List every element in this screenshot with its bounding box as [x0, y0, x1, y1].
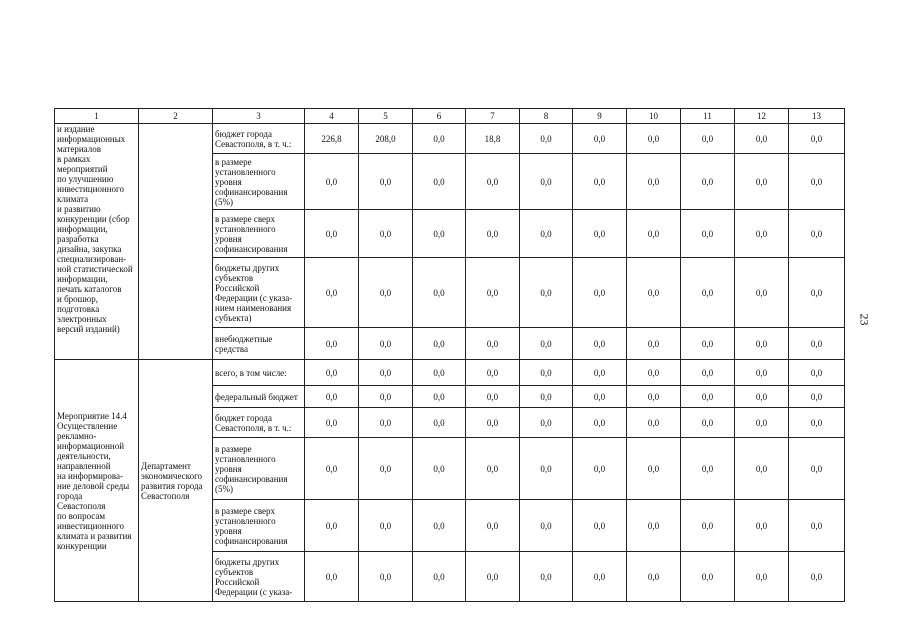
value-cell: 0,0: [573, 408, 627, 438]
value-cell: 0,0: [466, 154, 520, 210]
value-cell: 0,0: [520, 258, 573, 328]
value-cell: 0,0: [520, 408, 573, 438]
value-cell: 0,0: [627, 500, 681, 552]
value-cell: 0,0: [681, 360, 735, 386]
value-cell: 0,0: [359, 500, 413, 552]
value-cell: 0,0: [466, 328, 520, 360]
value-cell: 0,0: [573, 386, 627, 408]
value-cell: 0,0: [413, 328, 466, 360]
value-cell: 0,0: [359, 386, 413, 408]
funding-source-cell: в размере сверх установленного уровня софинансирования: [213, 210, 305, 258]
value-cell: 0,0: [627, 154, 681, 210]
value-cell: 0,0: [305, 258, 359, 328]
value-cell: 0,0: [573, 258, 627, 328]
value-cell: 0,0: [789, 328, 845, 360]
header-row: [55, 109, 845, 124]
value-cell: 0,0: [520, 360, 573, 386]
value-cell: 0,0: [681, 438, 735, 500]
column-number: 4: [305, 109, 359, 124]
value-cell: 0,0: [520, 500, 573, 552]
value-cell: 0,0: [413, 360, 466, 386]
value-cell: 0,0: [735, 328, 789, 360]
value-cell: 0,0: [413, 124, 466, 154]
value-cell: 0,0: [735, 500, 789, 552]
value-cell: 0,0: [466, 438, 520, 500]
funding-source-cell: бюджеты других субъектов Российской Федерации (с указа-: [213, 552, 305, 602]
value-cell: 0,0: [413, 500, 466, 552]
value-cell: 0,0: [359, 328, 413, 360]
activity-cell: Мероприятие 14.4 Осуществление рекламно- информационной деятельности, направленной на информирова- ние деловой среды города Севастополя по вопросам инвестиционного климата и развития конкуренции: [55, 360, 139, 602]
funding-source-cell: бюджет города Севастополя, в т. ч.:: [213, 124, 305, 154]
value-cell: 0,0: [735, 408, 789, 438]
value-cell: 0,0: [789, 438, 845, 500]
value-cell: 0,0: [681, 124, 735, 154]
funding-source-cell: всего, в том числе:: [213, 360, 305, 386]
value-cell: 0,0: [573, 552, 627, 602]
value-cell: 0,0: [789, 360, 845, 386]
value-cell: 0,0: [305, 360, 359, 386]
value-cell: 0,0: [573, 124, 627, 154]
value-cell: 0,0: [520, 154, 573, 210]
column-number: 6: [413, 109, 466, 124]
value-cell: 0,0: [627, 210, 681, 258]
funding-source-cell: внебюджетные средства: [213, 328, 305, 360]
value-cell: 0,0: [466, 552, 520, 602]
value-cell: 0,0: [627, 438, 681, 500]
executor-cell: [139, 124, 213, 360]
budget-table: [54, 108, 845, 602]
value-cell: 0,0: [520, 438, 573, 500]
value-cell: 226,8: [305, 124, 359, 154]
value-cell: 0,0: [305, 500, 359, 552]
column-number: 13: [789, 109, 845, 124]
value-cell: 0,0: [413, 552, 466, 602]
value-cell: 0,0: [305, 408, 359, 438]
value-cell: 0,0: [789, 124, 845, 154]
value-cell: 0,0: [789, 386, 845, 408]
value-cell: 208,0: [359, 124, 413, 154]
value-cell: 0,0: [520, 552, 573, 602]
value-cell: 0,0: [413, 210, 466, 258]
value-cell: 0,0: [789, 552, 845, 602]
value-cell: 0,0: [627, 124, 681, 154]
value-cell: 0,0: [789, 210, 845, 258]
value-cell: 0,0: [413, 438, 466, 500]
value-cell: 0,0: [627, 408, 681, 438]
page-number: 23: [857, 313, 872, 326]
value-cell: 0,0: [627, 552, 681, 602]
table-row: [55, 360, 845, 386]
value-cell: 0,0: [520, 386, 573, 408]
value-cell: 0,0: [627, 360, 681, 386]
funding-source-cell: в размере установленного уровня софинансирования (5%): [213, 438, 305, 500]
value-cell: 0,0: [573, 360, 627, 386]
column-number: 1: [55, 109, 139, 124]
value-cell: 0,0: [359, 210, 413, 258]
table-row: [55, 124, 845, 154]
value-cell: 0,0: [573, 328, 627, 360]
column-number: 11: [681, 109, 735, 124]
value-cell: 0,0: [735, 154, 789, 210]
funding-source-cell: бюджет города Севастополя, в т. ч.:: [213, 408, 305, 438]
column-number: 9: [573, 109, 627, 124]
value-cell: 0,0: [681, 408, 735, 438]
value-cell: 0,0: [520, 124, 573, 154]
value-cell: 0,0: [573, 438, 627, 500]
value-cell: 0,0: [305, 386, 359, 408]
value-cell: 0,0: [413, 154, 466, 210]
value-cell: 0,0: [681, 154, 735, 210]
value-cell: 0,0: [573, 500, 627, 552]
value-cell: 0,0: [466, 500, 520, 552]
value-cell: 0,0: [681, 500, 735, 552]
value-cell: 18,8: [466, 124, 520, 154]
value-cell: 0,0: [627, 386, 681, 408]
value-cell: 0,0: [359, 360, 413, 386]
funding-source-cell: федеральный бюджет: [213, 386, 305, 408]
value-cell: 0,0: [520, 210, 573, 258]
value-cell: 0,0: [359, 552, 413, 602]
column-number: 10: [627, 109, 681, 124]
column-number: 8: [520, 109, 573, 124]
value-cell: 0,0: [789, 408, 845, 438]
value-cell: 0,0: [466, 210, 520, 258]
value-cell: 0,0: [789, 258, 845, 328]
value-cell: 0,0: [627, 258, 681, 328]
value-cell: 0,0: [305, 328, 359, 360]
column-number: 2: [139, 109, 213, 124]
value-cell: 0,0: [305, 210, 359, 258]
value-cell: 0,0: [466, 258, 520, 328]
value-cell: 0,0: [305, 154, 359, 210]
funding-source-cell: бюджеты других субъектов Российской Федерации (с указа- нием наименования субъекта): [213, 258, 305, 328]
value-cell: 0,0: [681, 328, 735, 360]
value-cell: 0,0: [789, 154, 845, 210]
value-cell: 0,0: [359, 438, 413, 500]
value-cell: 0,0: [573, 154, 627, 210]
funding-source-cell: в размере сверх установленного уровня софинансирования: [213, 500, 305, 552]
value-cell: 0,0: [466, 408, 520, 438]
value-cell: 0,0: [681, 386, 735, 408]
value-cell: 0,0: [413, 408, 466, 438]
value-cell: 0,0: [735, 360, 789, 386]
value-cell: 0,0: [359, 154, 413, 210]
value-cell: 0,0: [466, 360, 520, 386]
value-cell: 0,0: [413, 386, 466, 408]
value-cell: 0,0: [735, 438, 789, 500]
value-cell: 0,0: [735, 124, 789, 154]
executor-cell: Департамент экономического развития города Севастополя: [139, 360, 213, 602]
value-cell: 0,0: [681, 258, 735, 328]
value-cell: 0,0: [735, 386, 789, 408]
value-cell: 0,0: [573, 210, 627, 258]
value-cell: 0,0: [520, 328, 573, 360]
funding-source-cell: в размере установленного уровня софинансирования (5%): [213, 154, 305, 210]
column-number: 12: [735, 109, 789, 124]
value-cell: 0,0: [305, 552, 359, 602]
column-number: 5: [359, 109, 413, 124]
value-cell: 0,0: [735, 210, 789, 258]
value-cell: 0,0: [305, 438, 359, 500]
column-number: 7: [466, 109, 520, 124]
value-cell: 0,0: [789, 500, 845, 552]
value-cell: 0,0: [359, 408, 413, 438]
value-cell: 0,0: [466, 386, 520, 408]
value-cell: 0,0: [735, 552, 789, 602]
value-cell: 0,0: [681, 552, 735, 602]
value-cell: 0,0: [681, 210, 735, 258]
value-cell: 0,0: [413, 258, 466, 328]
activity-cell: и издание информационных материалов в рамках мероприятий по улучшению инвестиционного климата и развитию конкуренции (сбор информации, разработка дизайна, закупка специализирован- ной статистической информации, печать каталогов и брошюр, подготовка электронных версий изданий): [55, 124, 139, 360]
value-cell: 0,0: [359, 258, 413, 328]
value-cell: 0,0: [627, 328, 681, 360]
column-number: 3: [213, 109, 305, 124]
value-cell: 0,0: [735, 258, 789, 328]
